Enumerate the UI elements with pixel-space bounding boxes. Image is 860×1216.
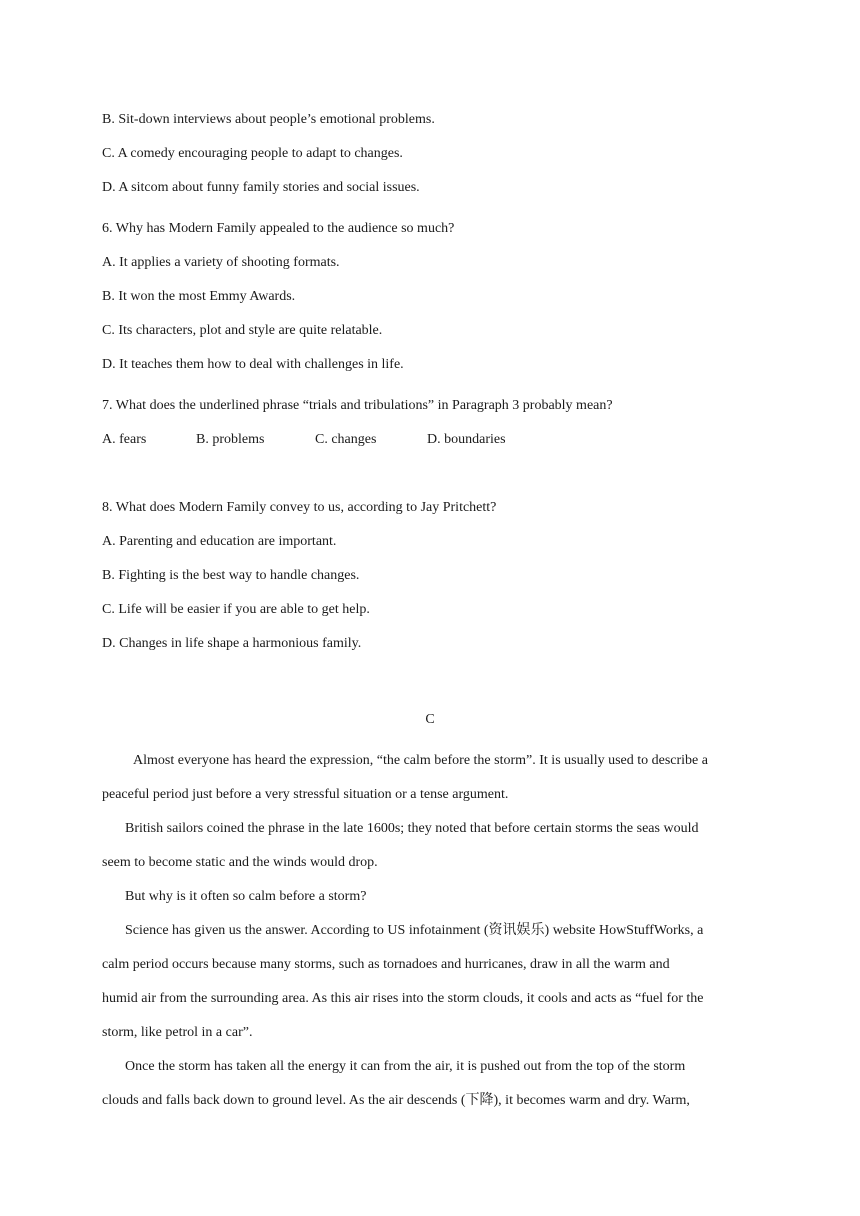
passage-line-9: storm, like petrol in a car”. [102, 1025, 253, 1040]
q7-question: 7. What does the underlined phrase “trials and tribulations” in Paragraph 3 probably mean? [102, 398, 613, 413]
q7-option-b: B. problems [196, 432, 265, 447]
q8-question: 8. What does Modern Family convey to us, according to Jay Pritchett? [102, 500, 497, 515]
passage-line-8: humid air from the surrounding area. As this air rises into the storm clouds, it cools and acts as “fuel for the [102, 991, 704, 1006]
q8-option-c: C. Life will be easier if you are able to get help. [102, 602, 370, 617]
q8-option-b: B. Fighting is the best way to handle changes. [102, 568, 360, 583]
q5-option-c: C. A comedy encouraging people to adapt to changes. [102, 146, 403, 161]
passage-line-11: clouds and falls back down to ground level. As the air descends (下降), it becomes warm and dry. Warm, [102, 1093, 690, 1108]
section-c-heading: C [425, 712, 435, 727]
q7-option-c: C. changes [315, 432, 377, 447]
passage-line-7: calm period occurs because many storms, such as tornadoes and hurricanes, draw in all the warm and [102, 957, 670, 972]
q7-option-d: D. boundaries [427, 432, 506, 447]
q8-option-d: D. Changes in life shape a harmonious family. [102, 636, 362, 651]
q5-option-d: D. A sitcom about funny family stories and social issues. [102, 180, 420, 195]
passage-line-3: British sailors coined the phrase in the late 1600s; they noted that before certain storms the seas would [125, 821, 699, 836]
q6-option-c: C. Its characters, plot and style are quite relatable. [102, 323, 383, 338]
q6-option-d: D. It teaches them how to deal with challenges in life. [102, 357, 404, 372]
passage-line-2: peaceful period just before a very stressful situation or a tense argument. [102, 787, 509, 802]
passage-line-4: seem to become static and the winds would drop. [102, 855, 378, 870]
q7-options-row [102, 431, 506, 449]
q6-option-b: B. It won the most Emmy Awards. [102, 289, 296, 304]
passage-line-10: Once the storm has taken all the energy it can from the air, it is pushed out from the top of the storm [125, 1059, 686, 1074]
passage-line-1: Almost everyone has heard the expression, “the calm before the storm”. It is usually used to describe a [133, 753, 708, 768]
q6-option-a: A. It applies a variety of shooting formats. [102, 255, 340, 270]
passage-line-6: Science has given us the answer. According to US infotainment (资讯娱乐) website HowStuffWorks, a [125, 923, 704, 938]
q6-question: 6. Why has Modern Family appealed to the audience so much? [102, 221, 455, 236]
q7-option-a: A. fears [102, 432, 147, 447]
q8-option-a: A. Parenting and education are important. [102, 534, 337, 549]
q5-option-b: B. Sit-down interviews about people’s emotional problems. [102, 112, 435, 127]
passage-line-5: But why is it often so calm before a storm? [125, 889, 367, 904]
